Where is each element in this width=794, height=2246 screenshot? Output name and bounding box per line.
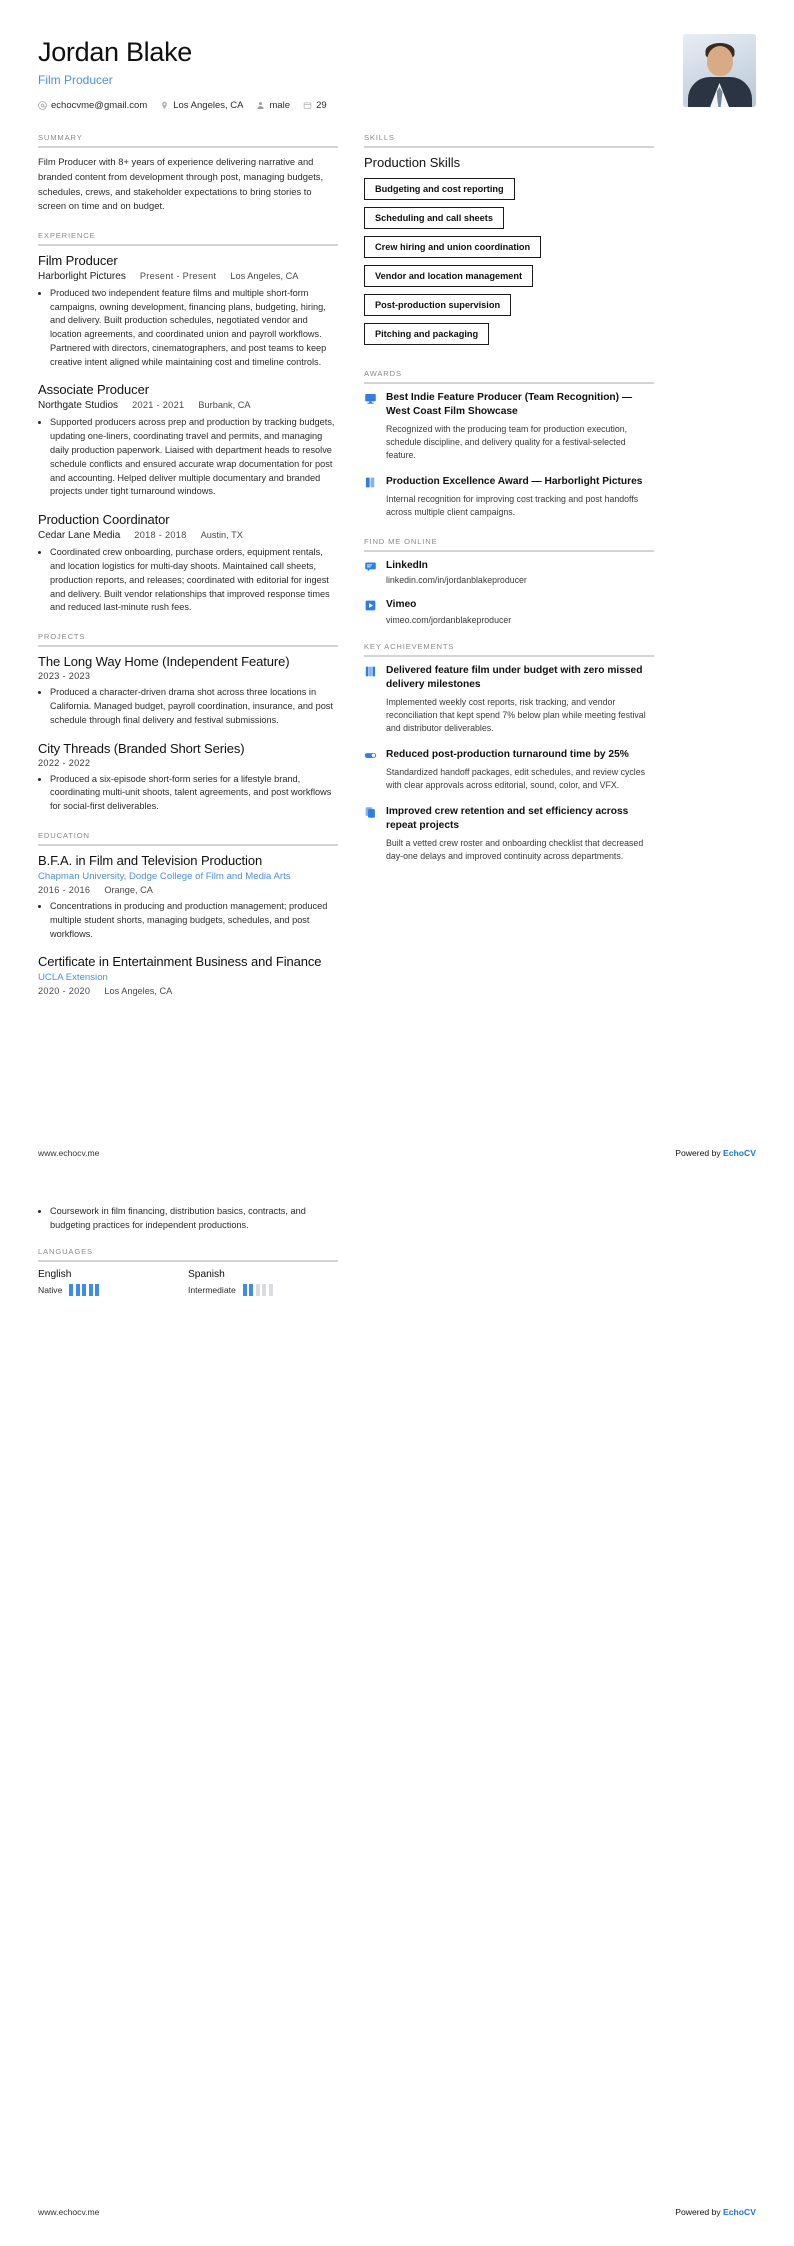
divider	[38, 844, 338, 846]
entry-dates: 2018 - 2018	[134, 530, 187, 541]
online-profile-body	[386, 598, 654, 625]
achievement-description: Implemented weekly cost reports, risk tracking, and vendor reconciliation that kept spend 7% below plan while meeting festival and distributor deliverables.	[386, 696, 646, 734]
rating-bar	[256, 1284, 260, 1296]
contact-row	[38, 100, 327, 111]
contact-email	[38, 100, 147, 111]
list-item: • Produced two independent feature films and multiple short-form campaigns, owning development, financing plans, budgeting, hiring, and delivery. Built production schedules, negotiated vendor and location agreements, and coordinated union and payroll workflows. Partnered with directors, cinematographers, and post teams to keep creative intent aligned while maintaining cost and timeline controls.	[50, 287, 338, 370]
award-description: Internal recognition for improving cost tracking and post handoffs across multiple client campaigns.	[386, 494, 639, 518]
section-heading-education: EDUCATION	[38, 831, 90, 841]
entry-meta	[38, 530, 338, 541]
project-entry	[38, 654, 338, 727]
entry-title: City Threads (Branded Short Series)	[38, 740, 245, 756]
entry-dates: 2016 - 2016	[38, 885, 91, 896]
rating-bar	[243, 1284, 247, 1296]
footer-powered-prefix: Powered by	[675, 1148, 724, 1158]
achievement-description: Standardized handoff packages, edit schedules, and review cycles with clear approvals across editorial, sound, color, and VFX.	[386, 767, 646, 791]
award-title: Best Indie Feature Producer (Team Recognition) — West Coast Film Showcase	[386, 392, 633, 418]
language-item	[38, 1269, 188, 1296]
resume-columns	[38, 133, 756, 1013]
entry-dates: 2022 - 2022	[38, 757, 91, 768]
achievement-description: Built a vetted crew roster and onboarding checklist that decreased day-one delays and improved continuity across departments.	[386, 837, 644, 862]
email-icon	[38, 101, 47, 110]
divider	[364, 655, 654, 657]
contact-email-value: echocvme@gmail.com	[51, 100, 148, 112]
entry-location: Los Angeles, CA	[104, 986, 173, 997]
award-item	[364, 475, 654, 519]
rating-bar	[89, 1284, 93, 1296]
list-item: • Coursework in film financing, distribution basics, contracts, and budgeting practices for independent productions.	[50, 1205, 338, 1233]
entry-org: Harborlight Pictures	[38, 270, 126, 282]
entry-meta	[38, 400, 338, 411]
skill-chip: Vendor and location management	[364, 265, 533, 287]
list-item: • Produced a character-driven drama shot across three locations in California. Managed budget, payroll coordination, insurance, and post schedule through final delivery and festival submissions.	[50, 686, 338, 727]
toggle-icon	[364, 748, 378, 792]
entry-dates: 2023 - 2023	[38, 671, 91, 682]
award-description: Recognized with the producing team for production execution, schedule discipline, and delivery quality for a festival-selected feature.	[386, 423, 628, 461]
divider	[364, 550, 654, 552]
section-summary	[38, 133, 338, 213]
person-icon	[256, 101, 265, 110]
contact-age	[303, 100, 327, 111]
section-heading-experience: EXPERIENCE	[38, 230, 96, 240]
divider	[38, 146, 338, 148]
section-heading-skills: SKILLS	[364, 133, 395, 143]
project-entry	[38, 741, 338, 814]
language-level-row	[38, 1284, 188, 1296]
online-profile-title: LinkedIn	[386, 559, 428, 571]
entry-dates: 2020 - 2020	[38, 986, 91, 997]
entry-bullets	[50, 773, 338, 814]
books-icon	[364, 664, 378, 735]
list-item: • Coordinated crew onboarding, purchase orders, equipment rentals, and location logistics for multi-day shoots. Maintained call sheets, production reports, and releases; coordinated with editorial for ingest and delivery. Built vendor relationships that improved response times and reduced last-minute rush fees.	[50, 546, 338, 615]
chat-icon	[364, 559, 378, 586]
monitor-icon	[364, 391, 378, 462]
list-item: • Supported producers across prep and production by tracking budgets, updating one-liners, coordinating travel and permits, and managing daily production paperwork. Liaised with department heads to resolve schedule conflicts and ensured accurate wrap documentation for post and accounting. Helped deliver multiple documentary and branded projects under tight turnaround windows.	[50, 416, 338, 499]
skill-chip: Budgeting and cost reporting	[364, 178, 515, 200]
entry-institution-link[interactable]: Chapman University, Dodge College of Film and Media Arts	[38, 871, 291, 883]
footer-website[interactable]: www.echocv.me	[38, 2207, 100, 2217]
rating-bar	[82, 1284, 86, 1296]
skill-chip: Pitching and packaging	[364, 323, 489, 345]
footer-brand	[675, 2207, 756, 2217]
entry-title: Production Coordinator	[38, 512, 170, 528]
page-footer-1	[38, 1148, 756, 1158]
language-name: English	[38, 1268, 72, 1280]
job-title: Film Producer	[38, 73, 113, 88]
achievement-item	[364, 805, 654, 863]
footer-brand-name: EchoCV	[723, 2207, 756, 2217]
entry-bullets	[50, 416, 338, 499]
entry-title: The Long Way Home (Independent Feature)	[38, 654, 290, 670]
section-heading-key-achievements: KEY ACHIEVEMENTS	[364, 642, 455, 652]
education-entry	[38, 853, 338, 941]
entry-meta	[38, 885, 338, 895]
section-heading-projects: PROJECTS	[38, 632, 86, 642]
achievement-body	[386, 664, 654, 735]
education-continued-bullets	[50, 1205, 338, 1233]
entry-title: Certificate in Entertainment Business and Finance	[38, 954, 322, 970]
section-awards	[364, 369, 654, 519]
footer-brand-name: EchoCV	[723, 1148, 756, 1158]
entry-bullets	[50, 546, 338, 615]
entry-bullets	[50, 287, 338, 370]
rating-bar	[95, 1284, 99, 1296]
achievement-title: Delivered feature film under budget with zero missed delivery milestones	[386, 665, 643, 690]
skill-chip: Scheduling and call sheets	[364, 207, 504, 229]
contact-gender	[256, 100, 290, 111]
footer-powered-prefix: Powered by	[675, 2207, 724, 2217]
section-skills	[364, 133, 654, 352]
calendar-icon	[303, 101, 312, 110]
achievement-item	[364, 664, 654, 735]
skill-chip: Post-production supervision	[364, 294, 511, 316]
header-identity	[38, 34, 327, 111]
resume-header	[38, 34, 756, 111]
entry-org: Cedar Lane Media	[38, 530, 121, 542]
online-profile-body	[386, 559, 654, 586]
online-profile-title: Vimeo	[386, 599, 417, 611]
skill-chip: Crew hiring and union coordination	[364, 236, 541, 258]
entry-dates: Present - Present	[139, 270, 217, 281]
entry-dates: 2021 - 2021	[132, 400, 185, 411]
language-level-row	[188, 1284, 338, 1296]
award-body	[386, 391, 654, 462]
book-icon	[364, 475, 378, 519]
skill-chip-list	[364, 178, 654, 352]
entry-title: Film Producer	[38, 252, 118, 268]
section-heading-languages: LANGUAGES	[38, 1246, 93, 1256]
achievement-title: Improved crew retention and set efficiency across repeat projects	[386, 806, 629, 832]
language-name: Spanish	[188, 1268, 225, 1280]
language-level: Native	[38, 1284, 63, 1295]
section-languages	[38, 1247, 338, 1296]
summary-text: Film Producer with 8+ years of experience delivering narrative and branded content from development through post, managing budgets, schedules, crews, and stakeholder expectations to bring stories to screen on time and on budget.	[38, 156, 324, 212]
entry-title: Associate Producer	[38, 382, 149, 398]
achievement-title: Reduced post-production turnaround time by 25%	[386, 749, 629, 761]
rating-bar	[76, 1284, 80, 1296]
copy-icon	[364, 805, 378, 863]
award-body	[386, 475, 654, 519]
contact-location-value: Los Angeles, CA	[173, 100, 244, 112]
online-profile-vimeo[interactable]	[364, 598, 654, 625]
experience-entry	[38, 253, 338, 370]
rating-bar	[262, 1284, 266, 1296]
avatar	[683, 34, 756, 107]
online-profile-linkedin[interactable]	[364, 559, 654, 586]
rating-bar	[69, 1284, 73, 1296]
entry-meta	[38, 271, 338, 282]
divider	[38, 244, 338, 246]
online-profile-url[interactable]: vimeo.com/jordanblakeproducer	[386, 615, 512, 626]
divider	[38, 645, 338, 647]
entry-location: Burbank, CA	[198, 400, 251, 411]
language-item	[188, 1269, 338, 1296]
section-heading-summary: SUMMARY	[38, 133, 83, 143]
footer-website[interactable]: www.echocv.me	[38, 1148, 100, 1158]
location-icon	[160, 101, 169, 110]
languages-grid	[38, 1269, 338, 1296]
section-experience	[38, 231, 338, 616]
contact-gender-value: male	[269, 100, 291, 112]
entry-location: Austin, TX	[200, 530, 243, 541]
right-column	[364, 133, 654, 880]
entry-meta	[38, 986, 338, 996]
page-title: Jordan Blake	[38, 37, 192, 67]
language-level: Intermediate	[188, 1284, 236, 1295]
section-key-achievements	[364, 642, 654, 863]
divider	[364, 146, 654, 148]
language-rating-bars	[69, 1284, 99, 1296]
page-footer-2	[38, 2207, 756, 2217]
entry-bullets	[50, 686, 338, 727]
rating-bar	[269, 1284, 273, 1296]
contact-age-value: 29	[316, 100, 327, 112]
section-projects	[38, 632, 338, 814]
left-column	[38, 133, 338, 1013]
entry-institution-link[interactable]: UCLA Extension	[38, 972, 108, 984]
divider	[364, 382, 654, 384]
skills-group-title: Production Skills	[364, 155, 461, 171]
list-item: • Produced a six-episode short-form series for a lifestyle brand, coordinating multi-unit shoots, talent agreements, and post workflows for social-first deliverables.	[50, 773, 338, 814]
experience-entry	[38, 512, 338, 615]
section-heading-awards: AWARDS	[364, 369, 402, 379]
award-title: Production Excellence Award — Harborlight Pictures	[386, 476, 643, 488]
online-profile-url[interactable]: linkedin.com/in/jordanblakeproducer	[386, 575, 527, 586]
entry-location: Los Angeles, CA	[230, 270, 299, 281]
achievement-body	[386, 748, 654, 792]
page-two-content	[38, 1200, 338, 1313]
education-entry	[38, 954, 338, 996]
section-heading-find-me-online: FIND ME ONLINE	[364, 536, 438, 546]
entry-title: B.F.A. in Film and Television Production	[38, 853, 263, 869]
section-find-me-online	[364, 537, 654, 626]
video-icon	[364, 598, 378, 625]
entry-bullets	[50, 900, 338, 941]
language-rating-bars	[243, 1284, 273, 1296]
experience-entry	[38, 382, 338, 499]
entry-location: Orange, CA	[104, 885, 153, 896]
award-item	[364, 391, 654, 462]
achievement-body	[386, 805, 654, 863]
footer-brand	[675, 1148, 756, 1158]
list-item: • Concentrations in producing and production management; produced multiple student shorts, managing budgets, schedules, and post workflows.	[50, 900, 338, 941]
entry-org: Northgate Studios	[38, 400, 119, 412]
contact-location	[160, 100, 243, 111]
section-education	[38, 831, 338, 996]
achievement-item	[364, 748, 654, 792]
rating-bar	[249, 1284, 253, 1296]
divider	[38, 1260, 338, 1262]
